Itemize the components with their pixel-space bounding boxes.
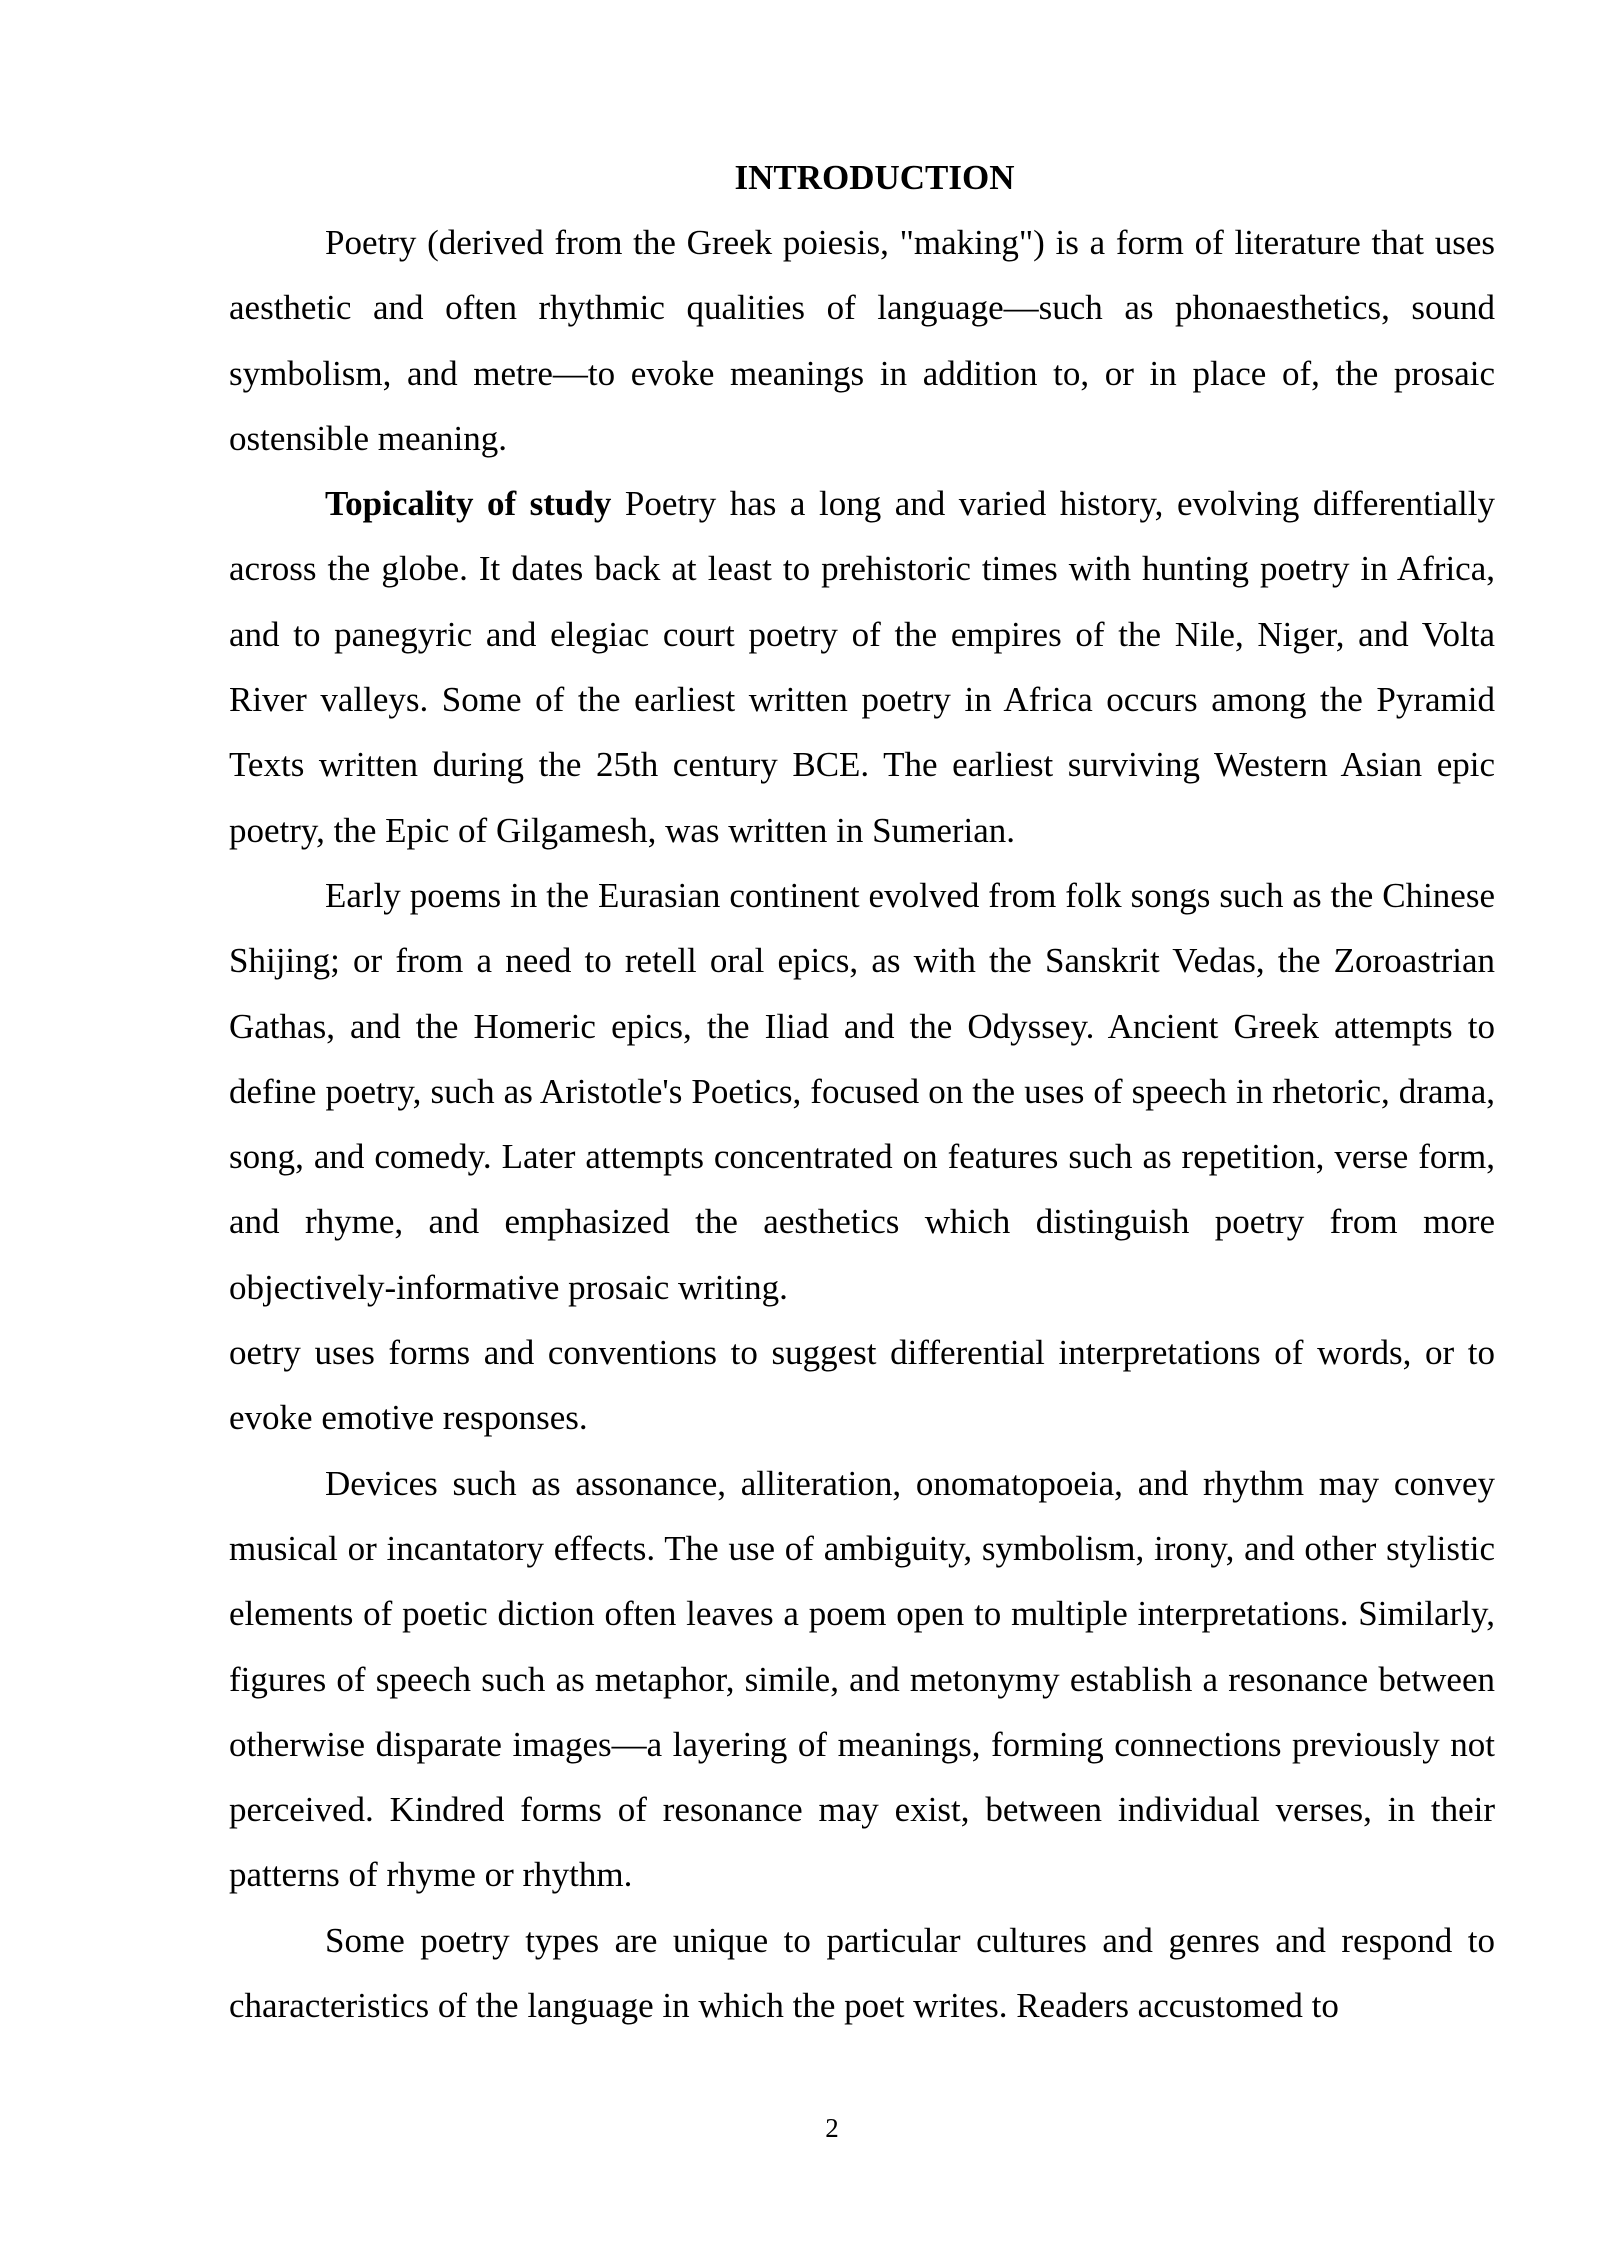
paragraph-text: Early poems in the Eurasian continent evolved from folk songs such as the Chinese Shijing; or from a need to retell oral epics, as with the Sanskrit Vedas, the Zoroastrian Gathas, and the Homeric epics, the Iliad and the Odyssey. Ancient Greek attempts to define poetry, such as Aristotle's Poetics, focused on the uses of speech in rhetoric, drama, song, and comedy. Later attempts concentrated on features such as repetition, verse form, and rhyme, and emphasized the aesthetics which distinguish poetry from more objectively-informative prosaic writing. [229, 875, 1495, 1307]
paragraph-text: Some poetry types are unique to particular cultures and genres and respond to characteristics of the language in which the poet writes. Readers accustomed to [229, 1920, 1495, 2026]
paragraph-early-poems [229, 863, 1495, 1320]
document-page [229, 145, 1495, 2038]
page-number: 2 [825, 2113, 839, 2143]
paragraph-text: oetry uses forms and conventions to suggest differential interpretations of words, or to evoke emotive responses. [229, 1333, 1495, 1438]
paragraph-definition [229, 210, 1495, 471]
paragraph-poetry-types [229, 1908, 1495, 2039]
paragraph-devices [229, 1451, 1495, 1908]
paragraph-lead-heading: Topicality of study [325, 484, 612, 524]
paragraph-text: Poetry (derived from the Greek poiesis, "making") is a form of literature that uses aesthetic and often rhythmic qualities of language—such as phonaesthetics, sound symbolism, and metre—to evoke meanings in addition to, or in place of, the prosaic ostensible meaning. [229, 223, 1495, 458]
paragraph-text: Devices such as assonance, alliteration, onomatopoeia, and rhythm may convey musical or incantatory effects. The use of ambiguity, symbolism, irony, and other stylistic elements of poetic diction often leaves a poem open to multiple interpretations. Similarly, figures of speech such as metaphor, simile, and metonymy establish a resonance between otherwise disparate images—a layering of meanings, forming connections previously not perceived. Kindred forms of resonance may exist, between individual verses, in their patterns of rhyme or rhythm. [229, 1463, 1495, 1895]
document-title: INTRODUCTION [734, 158, 1015, 197]
paragraph-topicality [229, 471, 1495, 863]
paragraph-text: Poetry has a long and varied history, evolving differentially across the globe. It dates back at least to prehistoric times with hunting poetry in Africa, and to panegyric and elegiac court poetry of the empires of the Nile, Niger, and Volta River valleys. Some of the earliest written poetry in Africa occurs among the Pyramid Texts written during the 25th century BCE. The earliest surviving Western Asian epic poetry, the Epic of Gilgamesh, was written in Sumerian. [229, 484, 1495, 850]
paragraph-forms-conventions [229, 1320, 1495, 1451]
